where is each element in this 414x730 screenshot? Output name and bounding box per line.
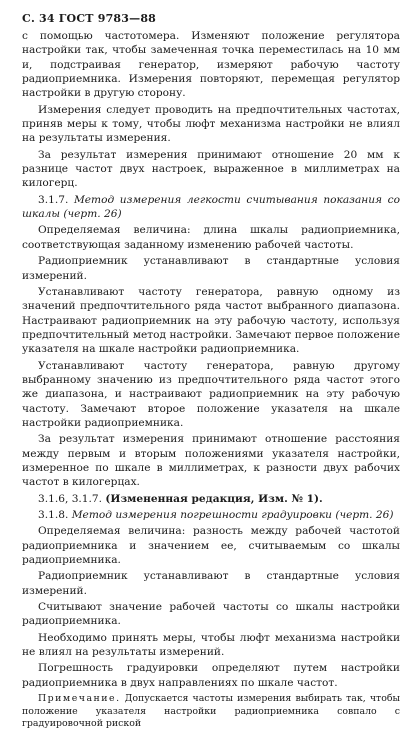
note-label: Примечание.	[38, 693, 121, 705]
paragraph: Определяемая величина: разность между рабочей частотой радиоприемника и значением ее, считываемым со шкалы радиоприемника.	[22, 525, 400, 567]
paragraph: Радиоприемник устанавливают в стандартные условия измерений.	[22, 255, 400, 282]
paragraph: Измерения следует проводить на предпочтительных частотах, приняв меры к тому, чтобы люфт механизма настройки не влиял на результаты измерения.	[22, 103, 400, 145]
section-number: 3.1.7.	[38, 193, 69, 206]
paragraph: с помощью частотомера. Изменяют положение регулятора настройки так, чтобы замеченная точка переместилась на 10 мм и, подстраивая генератор, измеряют рабочую частоту радиоприемника. Измерения повторяют, перемещая регулятор настройки в другую сторону.	[22, 30, 400, 100]
amendment-note	[22, 492, 400, 506]
section-number: 3.1.8.	[38, 509, 69, 521]
paragraph: Необходимо принять меры, чтобы люфт механизма настройки не влиял на результаты измерений.	[22, 631, 400, 659]
paragraph: Погрешность градуировки определяют путем настройки радиоприемника в двух направлениях по шкале частот.	[22, 662, 400, 689]
document-page	[22, 11, 400, 730]
amendment-text: (Измененная редакция, Изм. № 1).	[105, 492, 323, 505]
paragraph: За результат измерения принимают отношение 20 мм к разнице частот двух настроек, выраженное в миллиметрах на килогерц.	[22, 148, 400, 190]
paragraph: Радиоприемник устанавливают в стандартные условия измерений.	[22, 570, 400, 597]
section-title: Метод измерения погрешности градуировки (черт. 26)	[71, 509, 394, 521]
paragraph: Устанавливают частоту генератора, равную одному из значений предпочтительного ряда частот выбранного диапазона. Настраивают радиоприемник на эту рабочую частоту, используя предпочтительный метод настройки. Замечают первое положение указателя на шкале настройки радиоприемника.	[22, 285, 400, 356]
paragraph: За результат измерения принимают отношение расстояния между первым и вторым положениями указателя настройки, измеренное по шкале в миллиметрах, к разности двух рабочих частот в килогерцах.	[22, 433, 400, 489]
paragraph: Считывают значение рабочей частоты со шкалы настройки радиоприемника.	[22, 601, 400, 628]
page-number: С. 34	[22, 12, 55, 25]
standard-number: ГОСТ 9783—88	[58, 12, 157, 25]
section-heading-3-1-7	[22, 193, 400, 222]
section-heading-3-1-8	[22, 508, 400, 522]
footnote	[22, 693, 400, 730]
page-header	[22, 11, 400, 27]
paragraph: Устанавливают частоту генератора, равную другому выбранному значению из предпочтительного ряда частот этого же диапазона, и настраивают радиоприемник на эту рабочую частоту. Замечают второе положение указателя на шкале настройки радиоприемника.	[22, 359, 400, 429]
amendment-sections: 3.1.6, 3.1.7.	[38, 492, 103, 505]
note-text: Допускается частоты измерения выбирать так, чтобы положение указателя настройки радиоприемника совпало с градуировочной риской	[22, 693, 400, 729]
paragraph: Определяемая величина: длина шкалы радиоприемника, соответствующая заданному изменению рабочей частоты.	[22, 224, 400, 251]
section-title: Метод измерения легкости считывания показания со шкалы (черт. 26)	[22, 193, 400, 221]
